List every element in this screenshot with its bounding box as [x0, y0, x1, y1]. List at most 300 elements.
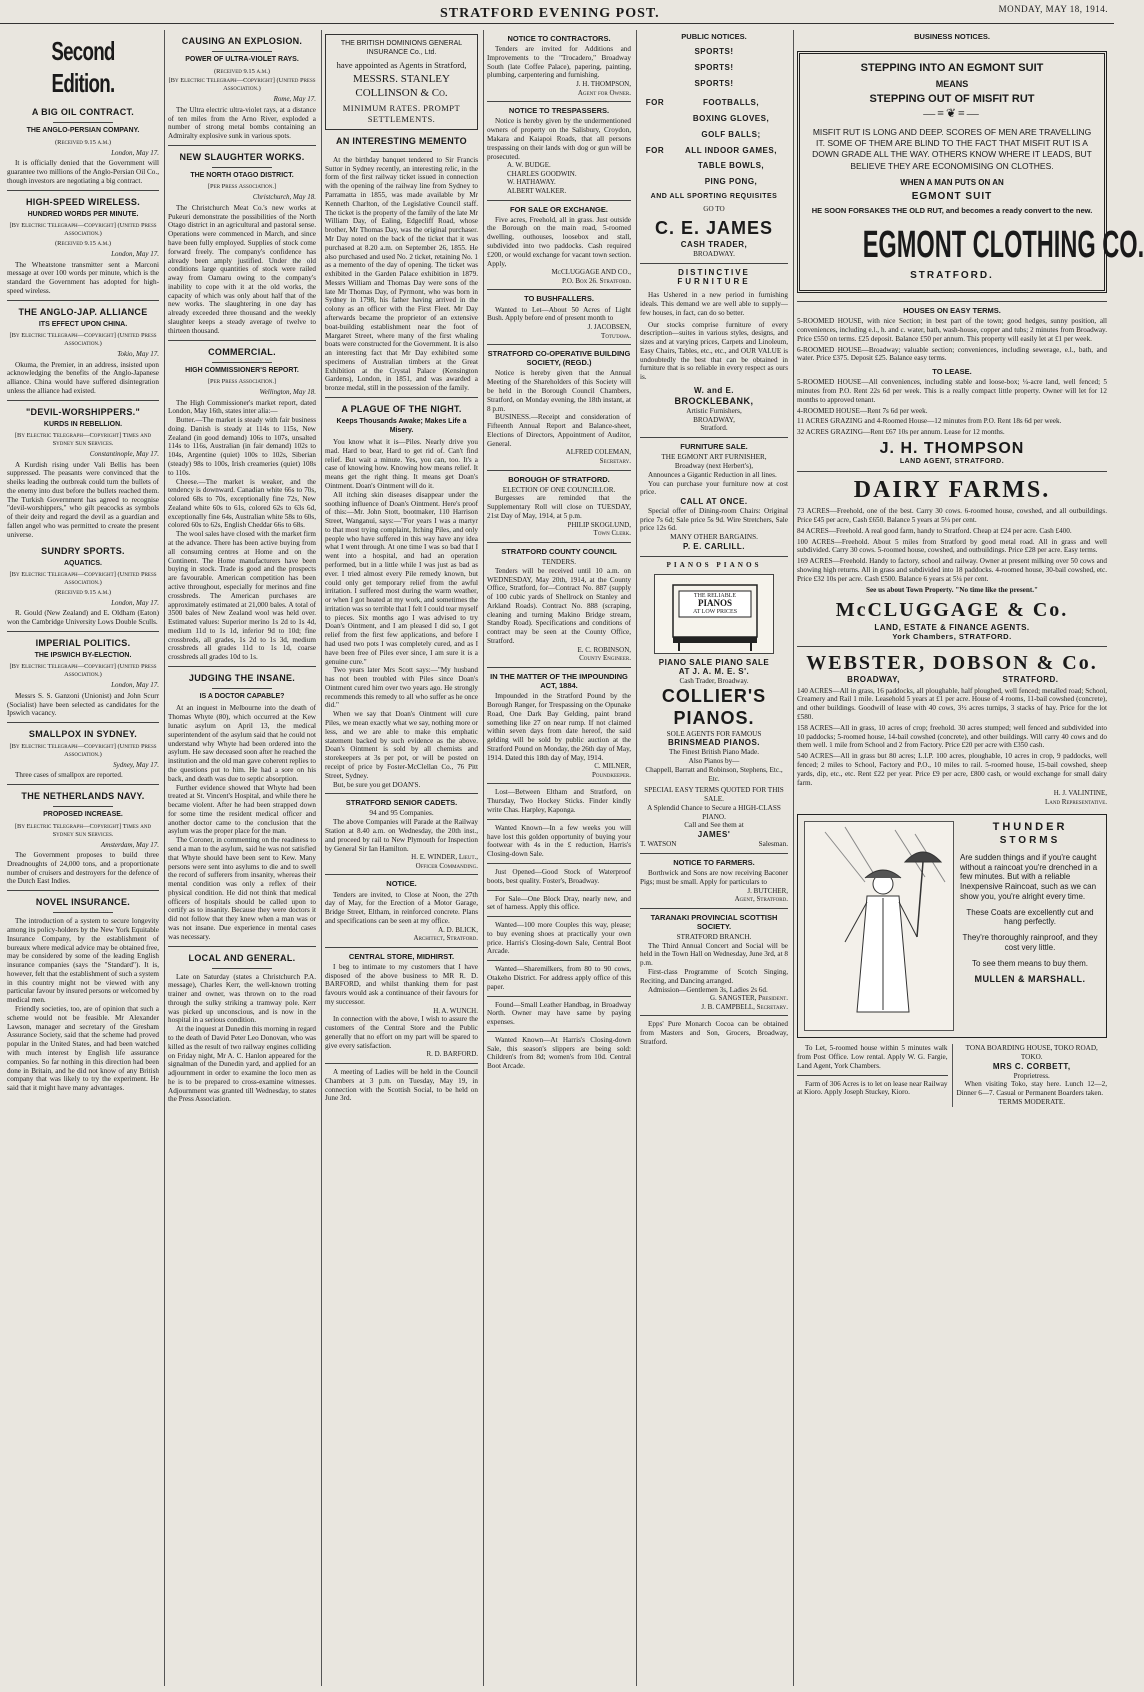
article-body: Further evidence showed that Whyte had been treated at St. Vincent's Hospital, and while there he became violent. After he had been strapped down for some time the resident medical officer and another doctor came to the conclusion that the asylum was the proper place for the man. [168, 783, 316, 836]
ad-line: BOXING GLOVES, [692, 114, 770, 124]
notice-subheading: TENDERS. [541, 558, 577, 566]
signature: J. JACOBSEN, [587, 323, 631, 332]
divider [487, 470, 631, 471]
divider [53, 806, 114, 807]
ad-line: SOLE AGENTS FOR FAMOUS [666, 729, 762, 738]
article-body: The Coroner, in commenting on the readiness to send a man to the asylum, said he was not satisfied that Whyte should have been sent to Kew. Many persons were sent into asylums to die and to swell the record of sufferers from insanity, whereas their mental condition was only a reflex of their physical condition. He did not think that medical officers of hospitals should be called upon to certify as to insanity. Because they were doctors it did not follow that they knew when a man was or was not insane. Due experience in mental cases was necessary. [168, 836, 316, 941]
divider [7, 300, 159, 301]
subheadline: PROPOSED INCREASE. [43, 811, 123, 819]
ad-body: These Coats are excellently cut and hang perfectly. [966, 907, 1094, 927]
listing: 6-ROOMED HOUSE—Broadway; valuable section; conveniences, including sewerage, e.l., bath, and water. Price £375. Deposit £25. Balance easy terms. [797, 345, 1107, 363]
notice-heading: NOTICE TO CONTRACTORS. [507, 34, 611, 43]
notice-cadets [325, 798, 478, 870]
signature: ALFRED COLEMAN, [565, 448, 631, 457]
notice-body: Burgesses are reminded that the Supplementary Roll will close on TUESDAY, 21st Day of May, 1914, at 5 p.m. [487, 494, 631, 521]
column-5 [636, 30, 791, 1686]
ad-line: TABLE BOWLS, [697, 161, 765, 171]
ad-line: BROADWAY, [693, 415, 735, 424]
small-ads-left [797, 1044, 948, 1106]
subheadline: KURDS IN REBELLION. [43, 420, 123, 428]
notice-garage-tenders [325, 879, 478, 942]
notice-body: Borthwick and Sons are now receiving Baconer Pigs; must be small. Apply for particulars to [640, 868, 788, 886]
notice-body: BUSINESS.—Receipt and consideration of Fifteenth Annual Report and Balance-sheet, Elections of Directors, Appointment of Auditor, General. [487, 413, 631, 448]
ad-address-line [797, 675, 1107, 685]
ad-heading: DISTINCTIVE [678, 267, 750, 277]
badge-line: PIANOS [697, 598, 732, 609]
ad-line: PIANO SALE PIANO SALE [658, 657, 770, 667]
signature: P.O. Box 26. Stratford. [561, 276, 631, 285]
ad-egmont-clothing [797, 51, 1144, 293]
divider [797, 471, 1107, 472]
ad-line: Call and See them at [684, 821, 744, 830]
ad-furniture-sale [640, 442, 788, 552]
notice-body: I beg to intimate to my customers that I have disposed of the above business to MR R. D. BARFORD, and whilst thanking them for past favours would ask a continuance of their favours for my successor. [325, 962, 478, 1006]
classified-for-sale: For Sale—One Block Dray, nearly new, and set of harness. Apply this office. [487, 894, 631, 912]
ad-line: SPECIAL EASY TERMS QUOTED FOR THIS SALE. [644, 786, 784, 804]
signature: A. W. BUDGE. [507, 161, 551, 170]
ad-mullen-marshall [797, 814, 1107, 1038]
ad-heading: THUNDER [992, 821, 1068, 834]
received-time: (Received 9.15 a.m.) [55, 138, 111, 146]
subheadline: THE ANGLO-PERSIAN COMPANY. [26, 127, 140, 135]
divider [325, 874, 478, 875]
notice-heading: CENTRAL STORE, MIDHIRST. [348, 951, 455, 961]
ad-list [640, 98, 788, 145]
ad-line: THE BRITISH DOMINIONS GENERAL INSURANCE Co., Ltd. [340, 40, 463, 56]
article-ipswich [7, 652, 159, 718]
signature: ALBERT WALKER. [507, 186, 567, 195]
notice-body: Tenders are invited, to Close at Noon, the 27th day of May, for the Erection of a Motor Garage, Bridge Street, Eltham, in reinforced concrete. Plans and specifications can be seen at my office. [325, 890, 478, 925]
signature: PHILIP SKOGLUND, [567, 520, 631, 529]
ad-body: Two years later Mrs Scott says:—"My husband has not been troubled with Piles since Doan's Ointment cured him over two years ago. He strongly recommends this remedy to all who suffer as he once did." [325, 666, 478, 710]
credit: [By Electric Telegraph—Copyright] (United Press Association.) [168, 77, 316, 93]
ad-list-items [674, 146, 788, 193]
ad-line: THE EGMONT ART FURNISHER, [661, 453, 767, 462]
advertiser-name: BROCKLEBANK, [674, 395, 754, 406]
dateline: London, May 17. [111, 250, 159, 258]
dateline: Sydney, May 17. [113, 760, 159, 769]
notice-trespassers [487, 106, 631, 195]
ad-line: BROADWAY. [693, 249, 735, 258]
notice-subheading: STRATFORD BRANCH. [676, 932, 752, 941]
divider [640, 853, 788, 854]
ad-heading: DAIRY FARMS. [853, 476, 1051, 503]
ad-line: STEPPING OUT OF MISFIT RUT [869, 92, 1035, 105]
listing: 169 ACRES—Freehold. Handy to factory, school and railway. Owner at present milking over 50 cows and showing high returns. All in grass and subdivided into 18 paddocks. 4-roomed house, 30-bail cowshed, etc. Price £32 10s per acre. Cash £500. Balance 6 years at 5¼ per cent. [797, 557, 1107, 583]
ad-line: SPORTS! [694, 78, 734, 88]
ad-line: STRATFORD. [1002, 674, 1059, 684]
ad-line: LAND AGENT, STRATFORD. [899, 458, 1005, 466]
signature: J. BUTCHER, [747, 886, 788, 895]
section-heading: PUBLIC NOTICES. [681, 32, 747, 41]
signature: CHARLES GOODWIN. [507, 169, 577, 178]
article-smallpox [7, 729, 159, 780]
ad-line: MESSRS. STANLEY COLLINSON & Co. [353, 73, 450, 99]
ad-line: CASH TRADER, [680, 240, 748, 250]
divider [212, 688, 271, 689]
divider [7, 400, 159, 401]
masthead-date: MONDAY, MAY 18, 1914. [998, 4, 1108, 14]
classified-wanted: Wanted—Sharemilkers, from 80 to 90 cows, Otakeho District. For address apply office of this paper. [487, 965, 631, 991]
notice-body: Wanted to Let—About 50 Acres of Light Bush. Apply before end of present month to [487, 305, 631, 323]
classified-to-let: To Let, 5-roomed house within 5 minutes walk from Post Office. Low rental. Apply W. G. Fargie, Land Agent, York Chambers. [797, 1044, 948, 1070]
ad-line: AND ALL SPORTING REQUISITES [650, 192, 778, 200]
ad-sports-james [640, 47, 788, 259]
notice-body: Tenders are invited for Additions and Improvements to the "Trocadero," Broadway South (late Coffee Palace), papering, painting, plumbing, carpentering and furnishing. [487, 45, 631, 80]
divider [797, 1075, 948, 1076]
article-body: The Government proposes to build three Dreadnoughts of 24,000 tons, and a proportionate number of cruisers and destroyers for the defence of the Dutch East Indies. [7, 851, 159, 886]
notice-heading: TO BUSHFALLERS. [524, 294, 594, 304]
ad-webster-dobson [797, 651, 1107, 807]
classified-wanted: Wanted—100 more Couples this way, please; to buy evening shoes at practically your own price. Harris's Closing-down Sale, Central Boot Arcade. [487, 921, 631, 956]
divider [640, 437, 788, 438]
notice-impounding [487, 672, 631, 780]
notice-heading: IN THE MATTER OF THE IMPOUNDING ACT, 1884. [490, 671, 628, 691]
ad-line: BRINSMEAD PIANOS. [667, 738, 761, 748]
divider [487, 200, 631, 201]
ad-body: Are sudden things and if you're caught without a raincoat you're drenched in a few minutes. But with a reliable Inexpensive Raincoat, such as we can show you, you're alright every time. [960, 852, 1098, 901]
salesman-line [640, 840, 788, 849]
divider [168, 145, 316, 146]
ad-body: Special offer of Dining-room Chairs: Original price 7s 6d; Sale price 5s 9d. Wire Stretchers, Sale price 12s 6d. [640, 506, 788, 533]
notice-body: The above Companies will Parade at the Railway Station at 8.40 a.m. on Wednesday, the 20th inst., and proceed by rail to New Plymouth for Inspection by General Sir Ian Hamilton. [325, 818, 478, 853]
advertiser-name: MULLEN & MARSHALL. [974, 974, 1086, 985]
ad-verse: You know what it is—Piles. Nearly drive you mad. Hard to bear, Hard to get rid of. Can't find relief. But wait a minute. Yes, you can, too. It's a case of knowing how. Knowing how means relief. It means get the right thing. It means get Doan's Ointment. Doan's Ointment will do it. [325, 438, 478, 490]
article-explosion [168, 36, 316, 141]
article-insurance [7, 897, 159, 1093]
listing: 73 ACRES—Freehold, one of the best. Carry 30 cows. 6-roomed house, cowshed, and all outbuildings. Price £45 per acre, Cash £650. Balance 5 years at 5¼ per cent. [797, 507, 1107, 525]
divider [797, 646, 1107, 647]
divider [325, 1063, 478, 1064]
column-2 [164, 30, 319, 1686]
article-memento [325, 136, 478, 393]
notice-heading: TARANAKI PROVINCIAL SCOTTISH SOCIETY. [650, 912, 778, 931]
ad-heading: FURNITURE SALE. [680, 442, 748, 452]
ad-body: Our stocks comprise furniture of every description—suites in various styles, designs, and sizes and at varying prices, Carpets and Linoleum, Easy Chairs, Tables, etc., etc., and OUR VALUE is undoubtedly the best that can be obtained in furniture that is so reliable in every respect as ours is. [640, 320, 788, 382]
divider [7, 784, 159, 785]
edition-title: Second Edition. [51, 36, 115, 98]
signature: A. D. BLICK, [438, 925, 478, 934]
ad-heading: FURNITURE [677, 277, 751, 287]
advertiser-name: WEBSTER, DOBSON & Co. [806, 651, 1098, 674]
ad-line: CALL AT ONCE. [680, 497, 748, 507]
article-body: The Wheatstone transmitter sent a Marconi message at over 100 words per minute, which is the standard the Government has adopted for high-speed wireless. [7, 260, 159, 295]
notice-heading: FOR SALE OR EXCHANGE. [510, 204, 608, 214]
divider [487, 783, 631, 784]
ad-list-items [674, 98, 788, 145]
signature: Agent for Owner. [577, 88, 631, 97]
dateline: Rome, May 17. [273, 95, 316, 104]
headline: THE NETHERLANDS NAVY. [21, 791, 145, 802]
notice-body: The Third Annual Concert and Social will be held in the Town Hall on Wednesday, June 3rd, at 8 p.m. [640, 941, 788, 968]
article-oil [7, 107, 159, 185]
article-body: Friendly societies, too, are of opinion that such a scheme would not be feasible. Mr Alexander Lawson, manager and secretary of the Gresham Assurance Society, said that the scheme had proved popular in the United States, and had been watched with much interest by English life assurance companies. So far nothing in this direction had been done in Britain, and he did not know of any British company that was likely to try the experiment. He said that it might have many advantages. [7, 1005, 159, 1093]
ad-heading: TO LEASE. [932, 367, 972, 377]
ad-line: PING PONG, [704, 177, 758, 187]
divider [212, 51, 271, 52]
ad-line: See us about Town Property. "No time like the present." [865, 586, 1039, 595]
ad-line: STEPPING INTO AN EGMONT SUIT [860, 62, 1044, 75]
divider [487, 996, 631, 997]
masthead-title: STRATFORD EVENING POST. [440, 6, 660, 21]
divider [487, 916, 631, 917]
notice-heading: STRATFORD COUNTY COUNCIL [501, 546, 617, 556]
divider [53, 912, 114, 913]
credit: [By Electric Telegraph—Copyright] (United Press Association.) [9, 663, 157, 679]
advertiser-name: EGMONT CLOTHING CO. [862, 223, 1144, 266]
ad-mccluggage-dairy [797, 476, 1107, 642]
signature: Secretary. [599, 457, 631, 465]
dateline: Christchurch, May 18. [252, 193, 316, 202]
dateline: Constantinople, May 17. [89, 450, 159, 458]
notice-subheading: 94 and 95 Companies. [369, 809, 434, 818]
divider [7, 890, 159, 891]
headline: AN INTERESTING MEMENTO [336, 135, 467, 146]
ad-line: SPORTS! [694, 47, 734, 57]
ad-line: A Splendid Chance to Secure a HIGH-CLASS PIANO. [647, 803, 781, 821]
dateline: Amsterdam, May 17. [100, 840, 159, 849]
ad-line: SPORTS! [694, 62, 734, 72]
listing: 158 ACRES—All in grass, 10 acres of crop; freehold. 30 acres stumped; well fenced and subdivided into 10 paddocks; 5-roomed house, 14-bail cowshed (concrete), and other buildings. Will carry 40 cows and do them well. 1 mile from School and 2 from Factory. Price £20 per acre with £350 cash. [797, 723, 1107, 750]
listing: 540 ACRES—All in grass but 80 acres; L.I.P. 100 acres, ploughable, 10 acres in crop, 9 paddocks, well fenced; 2 miles to School, Factory and P.O., 10 miles to rail. 5-roomed house, 15-bail cowshed, sheep yards, dip, etc., etc. Rent £22 per year. Price £9 per acre, £800 cash, or would exchange for small dairy farm. [797, 752, 1107, 787]
small-ads-row [797, 1044, 1107, 1106]
listing: 4-ROOMED HOUSE—Rent 7s 6d per week. [797, 406, 928, 415]
subheadline: POWER OF ULTRA-VIOLET RAYS. [185, 55, 299, 63]
notice-body: Notice is hereby given that the Annual Meeting of the Shareholders of this Society will be held in the Borough Council Chambers, Stratford, on Monday evening, the 18th instant, at 8 p.m. [487, 369, 631, 413]
ad-line: EGMONT SUIT [911, 191, 993, 203]
badge-line: AT LOW PRICES [692, 609, 738, 615]
ad-heading: STORMS [999, 834, 1061, 846]
advertiser-name: McCLUGGAGE & Co. [835, 599, 1069, 622]
ad-body: Announces a Gigantic Reduction in all lines. [648, 470, 777, 479]
article-devil-worshippers [7, 407, 159, 540]
notice-body: Impounded in the Stratford Pound by the Borough Ranger, for Trespassing on the Opunake Road, One Dark Bay Gelding, paint brand something like 27 on near rump. If not claimed within seven days from date hereof, the said gelding will be sold by public auction at the Stratford Pound on Monday, the 26th day of May, 1914. Dated this 18th day of May, 1914. [487, 692, 631, 762]
ad-heading: HOUSES ON EASY TERMS. [903, 306, 1001, 316]
notice-body: Admission—Gentlemen 3s, Ladies 2s 6d. [648, 985, 768, 994]
divider [325, 793, 478, 794]
signature: Totutawa. [601, 331, 631, 340]
article-body: R. Gould (New Zealand) and E. Oldham (Eaton) won the Cambridge University Lows Double Sculls. [7, 609, 159, 627]
divider [640, 1015, 788, 1016]
ad-line: Artistic Furnishers, [686, 406, 742, 415]
notice-heading: BOROUGH OF STRATFORD. [508, 474, 610, 484]
divider [168, 340, 316, 341]
subheadline: THE IPSWICH BY-ELECTION. [34, 651, 132, 659]
subheadline: ITS EFFECT UPON CHINA. [38, 320, 128, 328]
ad-line: GOLF BALLS; [701, 129, 761, 139]
divider [168, 946, 316, 947]
credit: [By Electric Telegraph—Copyright] (United Press Association.) [9, 743, 157, 759]
headline: CAUSING AN EXPLOSION. [181, 36, 303, 46]
piano-badge [683, 593, 747, 616]
divider [487, 819, 631, 820]
notice-for-sale [487, 205, 631, 286]
listing: 11 ACRES GRAZING and 4-Roomed House—12 minutes from P.O. Rent 18s 6d per week. [797, 417, 1062, 426]
signature: J. H. THOMPSON, [576, 80, 631, 89]
classified-wanted: Wanted Known—At Harris's Closing-down Sale, this season's slippers are being sold: Children's from 8d; women's from 10d. Central Boot Arcade. [487, 1035, 631, 1071]
signature: R. D. BARFORD. [426, 1050, 478, 1059]
ad-line: T. WATSON [640, 840, 677, 849]
ad-body: When visiting Toko, stay here. Lunch 12—2, Dinner 6—7. Casual or Permanent Boarders taken. [956, 1080, 1107, 1098]
divider [212, 167, 271, 168]
dateline: London, May 17. [111, 148, 159, 157]
advertiser-name: PIANOS. [673, 707, 755, 728]
divider [487, 667, 631, 668]
ad-line: The Finest British Piano Made. [668, 748, 760, 757]
piano-illustration [654, 574, 774, 654]
raincoat-illustration [804, 821, 954, 1031]
ad-line: BROADWAY, [847, 674, 900, 684]
signature: Town Clerk. [593, 529, 631, 538]
divider [7, 631, 159, 632]
ad-line: FOOTBALLS, [702, 98, 760, 108]
classified-farm-lease: Farm of 306 Acres is to let on lease near Railway at Kioro. Apply Joseph Stuckey, Kioro. [797, 1079, 948, 1097]
ad-line: Proprietress. [1013, 1071, 1050, 1080]
section-heading: BUSINESS NOTICES. [914, 32, 990, 41]
headline: COMMERCIAL. [208, 346, 276, 357]
article-body: The Ultra electric ultra-violet rays, at a distance of ten miles from the Arno River, exploded a number of strong metal bombs containing an Admiralty explosive sunk in various spots. [168, 105, 316, 141]
classified-wanted: Wanted Known—In a few weeks you will have lost this golden opportunity of buying your footwear with 4s in the £ reduction, Harris's Closing-down Sale. [487, 823, 631, 859]
column-6 [793, 30, 1144, 1686]
article-commercial [168, 347, 316, 662]
article-body: The High Commissioner's market report, dated London, May 16th, states inter alia:— [168, 398, 316, 416]
notice-subheading: ELECTION OF ONE COUNCILLOR. [502, 485, 616, 494]
ad-list [640, 146, 788, 193]
subheadline: IS A DOCTOR CAPABLE? [199, 692, 285, 700]
subheadline: HIGH COMMISSIONER'S REPORT. [185, 366, 299, 374]
ad-line: STRATFORD. [910, 269, 994, 281]
subheadline: AQUATICS. [64, 559, 102, 567]
article-body: Three cases of smallpox are reported. [15, 771, 123, 780]
article-body: The wool sales have closed with the market firm at the advance. There has been active buying from all consuming centres at Home and on the Continent. The Home manufacturers have been buying in stock. Trade is good and the prospects are favourable. American competition has been active throughout, especially for merinos and fine crossbreds. The American purchases are approximately estimated at 21,000 bales. A total of 3500 bales of New Zealand wool was held over. Estimated values: Superior merino 1s 2d to 1s 4d, medium 11d to 1s 1d, inferior 9d to 10d; fine crossbreds, all grades, 1s 2d to 1s 3d, medium crossbreds all grades 11d to 1s 1d, coarse crossbreds all grades 10d to 1s. [168, 530, 316, 662]
ad-line: Chappell, Barratt and Robinson, Stephens, Etc., Etc. [645, 765, 783, 783]
notice-body: In connection with the above, I wish to assure the customers of the Central Store and the Public generally that no effort on my part will be spared to give every satisfaction. [325, 1015, 478, 1050]
article-body: At the inquest at Dunedin this morning in regard to the death of David Peter Leo Donovan, who was killed as the result of two railway engines colliding on Friday night, Mr A. C. Hanlon appeared for the signalman of the Dunedin yard, and applied for an adjournment in order to examine the loco men as he is to be prepared to cross-examine witnesses. Adjournment was granted till Wednesday, to states the Press Association. [168, 1025, 316, 1104]
classified-found: Found—Small Leather Handbag, in Broadway North. Owner may have same by paying expenses. [487, 1000, 631, 1027]
flourish-icon: —≡❦≡— [923, 105, 981, 120]
notice-body: First-class Programme of Scotch Singing, Reciting, and Dancing arranged. [640, 967, 788, 985]
signature: H. A. WUNCH. [433, 1006, 478, 1015]
dateline: London, May 17. [111, 598, 159, 607]
article-body: A Kurdish rising under Vali Bellis has been suppressed. The peasants were convinced that the sheiks leading the outbreak could turn the bullets of the enemy into dust before the bullets reached them. The Turkish Government has agreed to recognise "devil-worshippers," who gilt peacocks as symbols of their deity and regard the devil as a guardian and fallen angel who was permitted to create the present universe. [7, 460, 159, 539]
classified-opened: Just Opened—Good Stock of Waterproof boots, best quality. Foster's, Broadway. [487, 867, 631, 885]
article-body: Cheese.—The market is weaker, and the tendency is downward. Canadian white 66s to 70s, colored 68s to 70s, exceptionally fine 72s, New Zealand white 60s to 61s, colored 62s to 63s 6d, exceptionally fine 64s, Australian white 58s to 60s, colored 60s to 62s, English Cheddar 66s to 68s. [168, 477, 316, 530]
notice-heading: NOTICE. [386, 879, 417, 889]
divider [487, 890, 631, 891]
ad-thompson-houses [797, 306, 1107, 467]
signature: H. E. WINDER, Lieut., [411, 853, 478, 862]
divider [487, 1031, 631, 1032]
notice-borough [487, 475, 631, 538]
headline: LOCAL AND GENERAL. [188, 952, 296, 963]
notice-scottish-society [640, 913, 788, 1012]
notice-building-society [487, 349, 631, 465]
signature: C. MILNER, [594, 762, 631, 771]
signature: McCLUGGAGE AND CO., [551, 268, 631, 277]
credit: [Per Press Association.] [207, 183, 277, 191]
signature: J. B. CAMPBELL, Secretary. [701, 1002, 788, 1011]
ad-body: To see them means to buy them. [971, 958, 1089, 968]
signature: W. HATHAWAY. [507, 178, 556, 187]
ad-text [960, 821, 1100, 1031]
divider [168, 666, 316, 667]
listing: 84 ACRES—Freehold. A real good farm, handy to Stratford. Cheap at £24 per acre. Cash £400. [797, 526, 1072, 535]
ad-line: LAND, ESTATE & FINANCE AGENTS. [874, 622, 1030, 632]
ad-body: Has Ushered in a new period in furnishing ideals. This demand we are well able to supply—few houses, in fact, can do so better. [640, 291, 788, 317]
ad-line: Salesman. [758, 840, 788, 849]
ad-line: AT J. A. M. E. S'. [678, 667, 750, 677]
article-aquatics [7, 560, 159, 627]
column-1 [4, 30, 162, 1686]
ad-line: York Chambers, STRATFORD. [892, 632, 1012, 642]
ad-body: But, be sure you get DOAN'S. [333, 780, 421, 789]
ad-line: WHEN A MAN PUTS ON AN [900, 178, 1004, 188]
ad-brocklebank [640, 268, 788, 433]
advertiser-name: P. E. CARLILL. [683, 541, 745, 551]
article-body: Butter.—The market is steady with fair business doing. Danish is steady at 114s to 115s, New Zealand (in good demand) 106s to 107s, unsalted 114s to 116s, Australian (in fair demand) 102s to 104s, Argentine (quiet) 100s to 102s, Siberian (steady) 98s to 100s, Irish creameries (quiet) 108s to 110s. [168, 416, 316, 477]
signature: Architect, Stratford. [413, 934, 478, 943]
ad-body: You can purchase your furniture now at cost price. [640, 479, 788, 497]
article-insane [168, 673, 316, 942]
dateline: Tokio, May 17. [117, 350, 159, 358]
ad-line: Stratford. [700, 424, 728, 433]
divider [7, 190, 159, 191]
ad-line: have appointed as Agents in Stratford, [336, 60, 467, 71]
divider [325, 397, 478, 398]
classified-lost: Lost—Between Eltham and Stratford, on Thursday, Two Hockey Sticks. Finder kindly write Chas. Harpley, Kaponga. [487, 788, 631, 815]
ad-line: Also Pianos by— [688, 757, 740, 766]
divider [487, 960, 631, 961]
article-body: The Christchurch Meat Co.'s new works at Pukeuri demonstrate the possibilities of the North Otago district in an agricultural and pastoral sense. Operations were commenced in March, and since have been fully employed. Supplies of stock come forward freely. The company's confidence has already been amply justified. Under the old conditions large quantities of stock were railed away from Oamaru owing to the company's inability to cope with it at the old works, the capacity of which was only about half that of the new works. The slaughtering in one day has already exceeded three thousand and the weekly slaughter keeps a steady average of twelve to thirteen thousand. [168, 203, 316, 335]
article-body: It is officially denied that the Government will guarantee two millions of the Anglo-Persian Oil Co., though investors are negotiating a big contract. [7, 159, 159, 185]
notice-body: Tenders will be received until 10 a.m. on WEDNESDAY, May 20th, 1914, at the County Office, Stratford, for—Contract No. 887 (supply of 100 cubic yards of Shellrock on Stanley and Arkland Roads). Contract No. 888 (scraping, cleaning and turning Makino Bridge stream, Standby Road). Specifications and conditions of contract may be seen at the County Office, Stratford. [487, 566, 631, 646]
signature: County Engineer. [579, 654, 631, 663]
article-local-general [168, 953, 316, 1105]
ad-line: HE SOON FORSAKES THE OLD RUT, and becomes a ready convert to the new. [811, 206, 1093, 216]
headline: NEW SLAUGHTER WORKS. [179, 151, 305, 162]
divider [487, 344, 631, 345]
subheadline: THE NORTH OTAGO DISTRICT. [190, 171, 294, 179]
headline: HIGH-SPEED WIRELESS. [25, 196, 140, 207]
divider [487, 542, 631, 543]
ad-tona-boarding-house [952, 1044, 1108, 1106]
headline: SUNDRY SPORTS. [41, 545, 125, 556]
headline: "DEVIL-WORSHIPPERS." [25, 406, 141, 417]
notice-bushfallers [487, 294, 631, 340]
divider [325, 947, 478, 948]
article-body: The introduction of a system to secure longevity among its policy-holders by the New York Equitable Insurance Company, by the establishment of bureaux where medical advice may be obtained free, may be considered by some of the leading English insurance companies (says the "Standard"). It is, however, felt that the establishment of such a system in this country might not be viewed with any particular favour by insured persons or welcomed by medical men. [7, 917, 159, 1005]
dateline: London, May 17. [111, 681, 159, 690]
credit: [By Electric Telegraph—Copyright] (United Press Association.) [9, 332, 157, 348]
listing: 100 ACRES—Freehold. About 5 miles from Stratford by good metal road. All in grass and well subdivided. Carry 30 cows. 5-roomed house, cowshed, and outbuildings. Price £28 per acre. Easy terms. [797, 537, 1107, 555]
ad-line: MINIMUM RATES. PROMPT SETTLEMENTS. [342, 103, 461, 124]
article-slaughter-works [168, 152, 316, 336]
listing: 32 ACRES GRAZING—Rent £67 10s per annum. Lease for 12 months. [797, 428, 1005, 437]
notice-heading: STRATFORD CO-OPERATIVE BUILDING SOCIETY, (REGD.) [487, 349, 631, 368]
notice-central-store [325, 952, 478, 1059]
divider [371, 151, 432, 152]
ad-line: MANY OTHER BARGAINS. [670, 533, 758, 542]
article-wireless [7, 197, 159, 296]
divider [487, 863, 631, 864]
credit: [Per Press Association.] [207, 378, 277, 386]
signature: G. SANGSTER, President. [709, 994, 788, 1003]
advertiser-name: W. and E. [693, 386, 735, 395]
divider [212, 968, 271, 969]
masthead [0, 0, 1114, 24]
signature: Officer Commanding. [415, 861, 478, 870]
ad-body: When we say that Doan's Ointment will cure Piles, we mean exactly what we say, nothing more or less, and we are able to make this emphatic statement backed by such evidence as the above. Doan's Ointment is sold by all chemists and storekeepers at 3s per pot, or will be posted on receipt of price by Foster-McClellan Co., 76 Pitt Street, Sydney. [325, 710, 478, 780]
